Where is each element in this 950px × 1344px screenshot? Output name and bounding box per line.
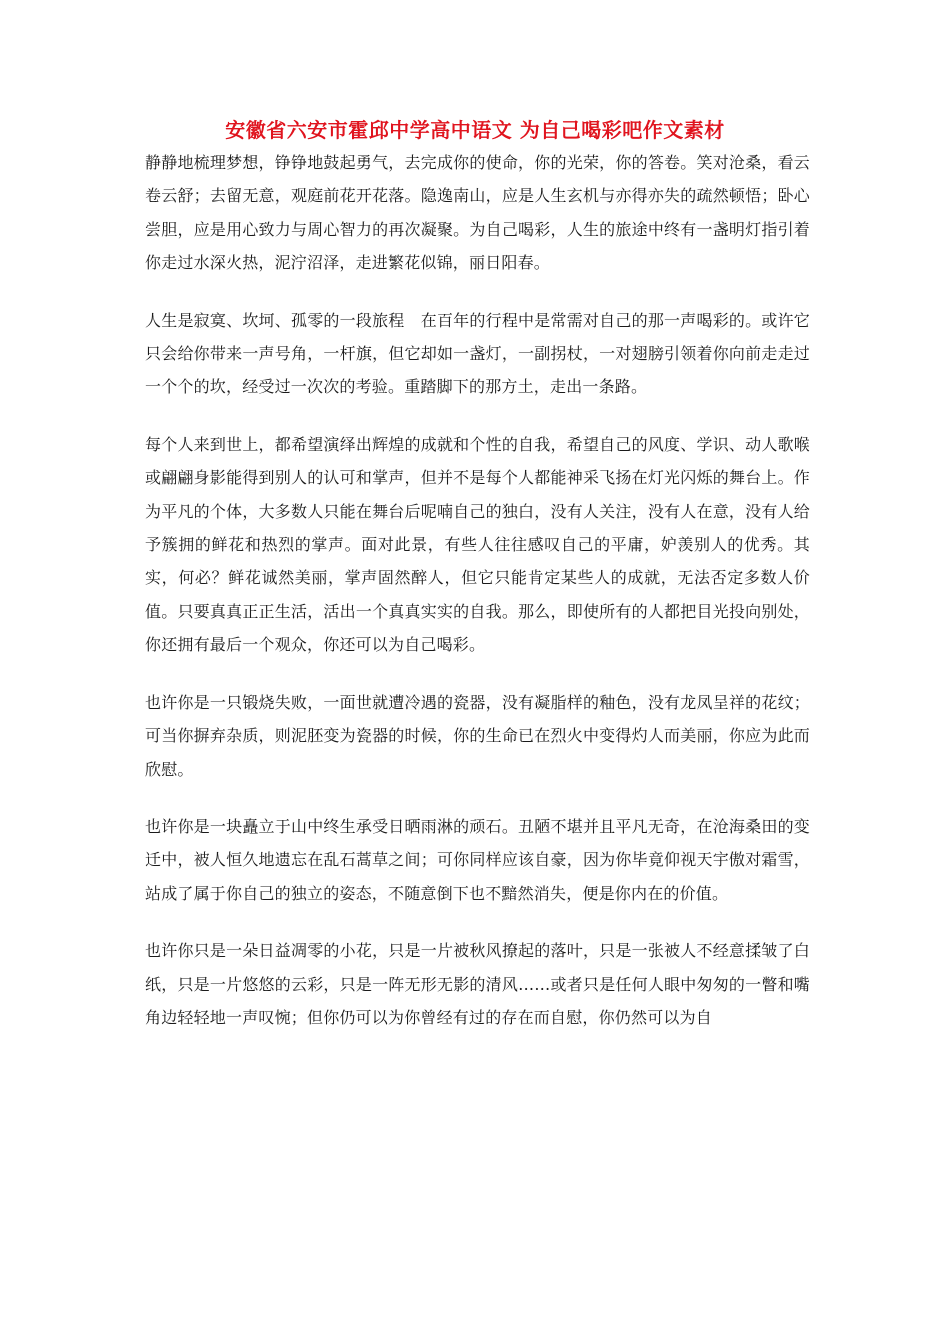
paragraph-3: 每个人来到世上，都希望演绎出辉煌的成就和个性的自我，希望自己的风度、学识、动人歌喉或翩翩身影能得到别人的认可和掌声，但并不是每个人都能神采飞扬在灯光闪烁的舞台上。作为平凡的个体，大多数人只能在舞台后呢喃自己的独白，没有人关注，没有人在意，没有人给予簇拥的鲜花和热烈的掌声。面对此景，有些人往往感叹自己的平庸，妒羡别人的优秀。其实，何必？鲜花诚然美丽，掌声固然醉人，但它只能肯定某些人的成就，无法否定多数人价值。只要真真正正生活，活出一个真真实实的自我。那么，即使所有的人都把目光投向别处，你还拥有最后一个观众，你还可以为自己喝彩。 — [145, 434, 810, 655]
paragraph-1: 静静地梳理梦想，铮铮地鼓起勇气，去完成你的使命，你的光荣，你的答卷。笑对沧桑，看云卷云舒；去留无意，观庭前花开花落。隐逸南山，应是人生玄机与亦得亦失的疏然顿悟；卧心尝胆，应是用心致力与周心智力的再次凝聚。为自己喝彩，人生的旅途中终有一盏明灯指引着你走过水深火热，泥泞沼泽，走进繁花似锦，丽日阳春。 — [145, 153, 810, 273]
document-body — [145, 146, 810, 1058]
paragraph-6: 也许你只是一朵日益凋零的小花，只是一片被秋风撩起的落叶，只是一张被人不经意揉皱了白纸，只是一片悠悠的云彩，只是一阵无形无影的清风……或者只是任何人眼中匆匆的一瞥和嘴角边轻轻地一声叹惋；但你仍可以为你曾经有过的存在而自慰，你仍然可以为自 — [145, 941, 810, 1027]
document-title: 安徽省六安市霍邱中学高中语文 为自己喝彩吧作文素材 — [225, 118, 725, 142]
paragraph-4: 也许你是一只锻烧失败，一面世就遭冷遇的瓷器，没有凝脂样的釉色，没有龙凤呈祥的花纹；可当你摒弃杂质，则泥胚变为瓷器的时候，你的生命已在烈火中变得灼人而美丽，你应为此而欣慰。 — [145, 692, 810, 779]
paragraph-2: 人生是寂寞、坎坷、孤零的一段旅程 在百年的行程中是常需对自己的那一声喝彩的。或许它只会给你带来一声号角，一杆旗，但它却如一盏灯，一副拐杖，一对翅膀引领着你向前走走过一个个的坎，经受过一次次的考验。重踏脚下的那方土，走出一条路。 — [145, 310, 810, 397]
paragraph-5: 也许你是一块矗立于山中终生承受日晒雨淋的顽石。丑陋不堪并且平凡无奇，在沧海桑田的变迁中，被人恒久地遗忘在乱石蒿草之间；可你同样应该自豪，因为你毕竟仰视天宇傲对霜雪，站成了属于你自己的独立的姿态，不随意倒下也不黯然消失，便是你内在的价值。 — [145, 816, 810, 903]
